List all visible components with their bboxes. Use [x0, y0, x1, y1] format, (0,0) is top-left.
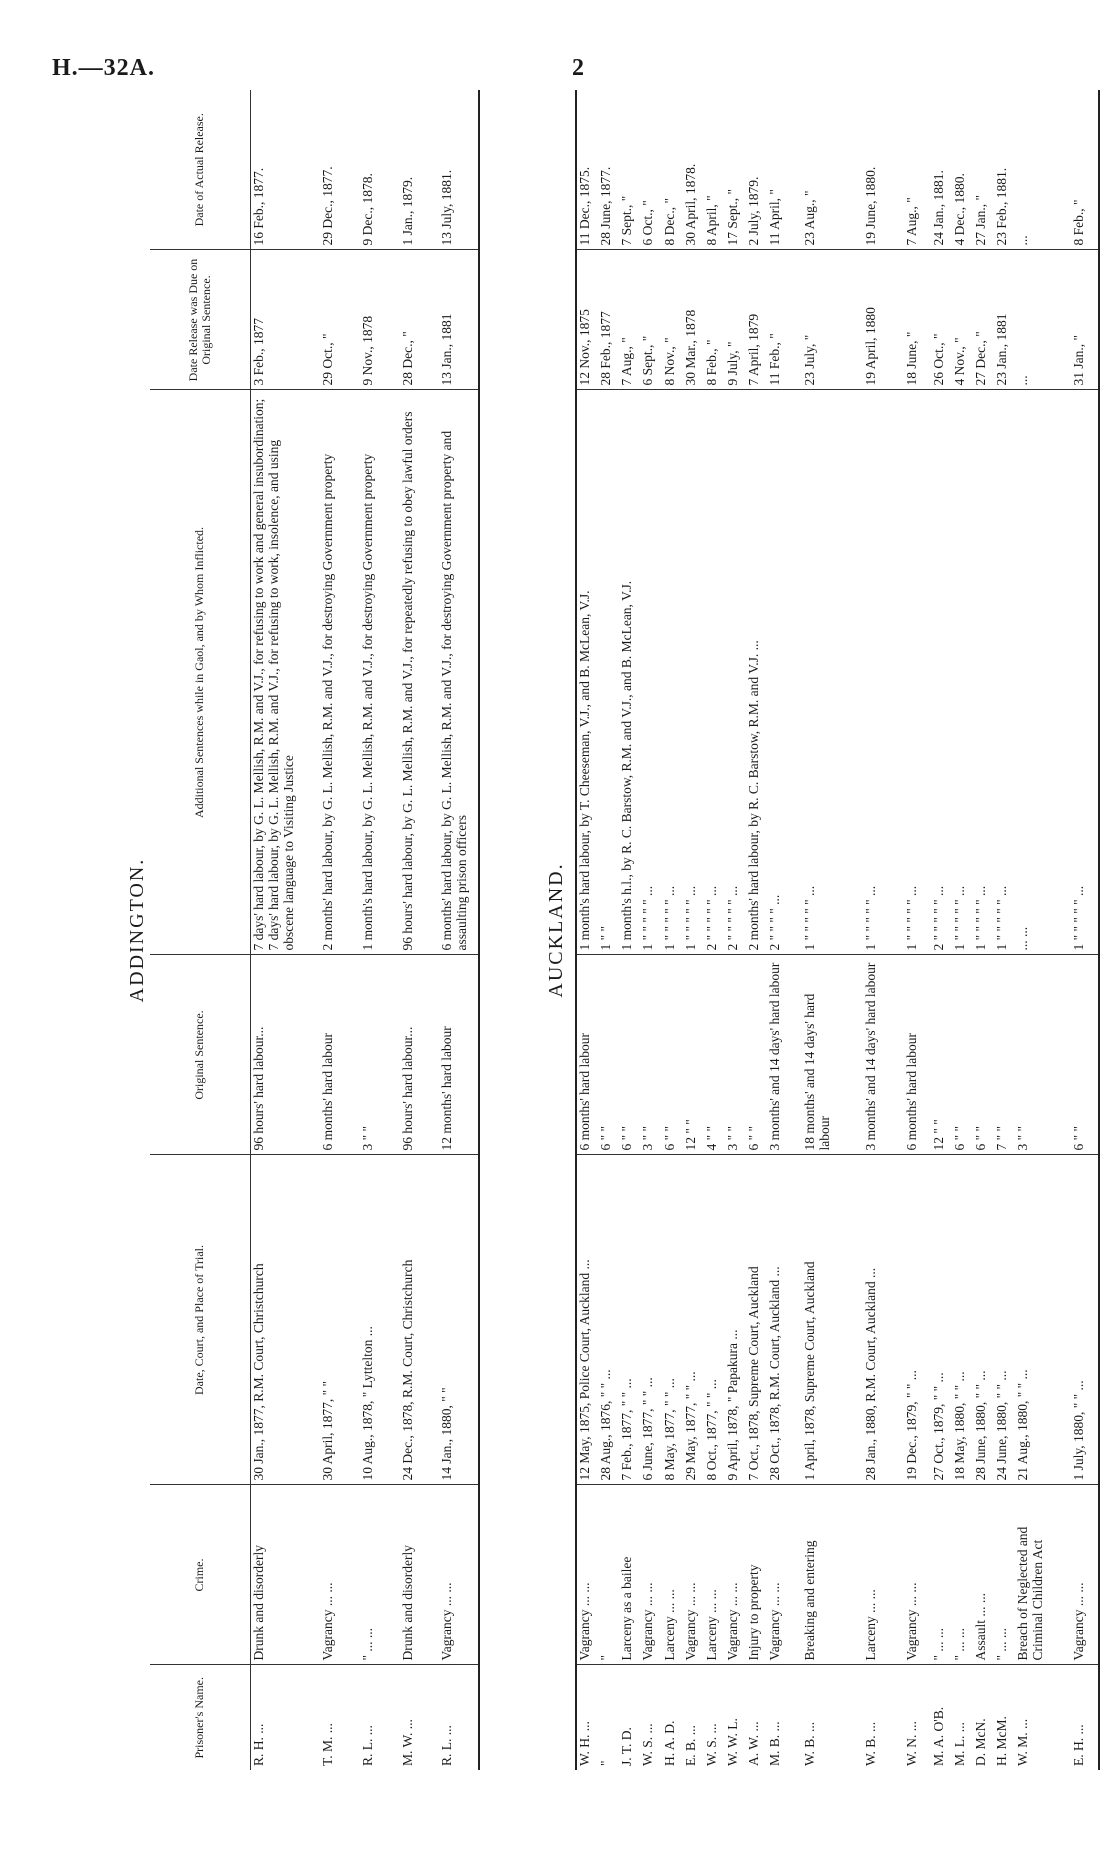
- col-header-additional: Additional Sentences while in Gaol, and by Whom Inflicted.: [150, 390, 250, 955]
- cell-additional: 96 hours' hard labour, by G. L. Mellish, R.M. and V.J., for repeatedly refusing to obey lawful orders: [400, 390, 440, 955]
- cell-crime: Larceny ... ...: [849, 1485, 890, 1665]
- cell-sentence: 3 " ": [640, 955, 661, 1155]
- cell-sentence: 12 months' hard labour: [439, 955, 479, 1155]
- cell-crime: Vagrancy ... ...: [1057, 1485, 1099, 1665]
- cell-due: ...: [1015, 250, 1057, 390]
- cell-due: 23 July, ": [788, 250, 850, 390]
- cell-name: W. B. ...: [801, 1721, 817, 1766]
- cell-trial: 27 Oct., 1879, " " ...: [931, 1155, 952, 1485]
- cell-release: 28 June, 1877.: [598, 90, 619, 250]
- cell-crime: Breach of Neglected and Criminal Children Act: [1015, 1485, 1057, 1665]
- page-reference: H.—32A.: [52, 55, 155, 81]
- cell-due: 8 Nov., ": [662, 250, 683, 390]
- cell-crime: Larceny as a bailee: [619, 1485, 640, 1665]
- cell-additional: 1 " " " " " ...: [973, 390, 994, 955]
- rotated-table-area: [126, 90, 1110, 1770]
- cell-sentence: 6 " ": [619, 955, 640, 1155]
- cell-name: A. W. ...: [745, 1721, 761, 1766]
- cell-release: 16 Feb., 1877.: [250, 90, 320, 250]
- cell-release: 11 Dec., 1875.: [576, 90, 598, 250]
- cell-due: 6 Sept., ": [640, 250, 661, 390]
- cell-due: 23 Jan., 1881: [994, 250, 1015, 390]
- cell-name: M. A. O'B.: [930, 1706, 946, 1766]
- cell-sentence: 6 " ": [952, 955, 973, 1155]
- cell-trial: 9 April, 1878, " Papakura ...: [725, 1155, 746, 1485]
- cell-due: 13 Jan., 1881: [439, 250, 479, 390]
- cell-due: 30 Mar., 1878: [683, 250, 704, 390]
- cell-sentence: 3 months' and 14 days' hard labour: [767, 955, 788, 1155]
- cell-additional: 2 months' hard labour, by G. L. Mellish, R.M. and V.J., for destroying Government property: [320, 390, 360, 955]
- cell-due: 12 Nov., 1875: [576, 250, 598, 390]
- table-row: [1057, 90, 1099, 1770]
- cell-additional: 1 " " " " " ...: [849, 390, 890, 955]
- col-header-sentence: Original Sentence.: [150, 955, 250, 1155]
- cell-crime: Drunk and disorderly: [250, 1485, 320, 1665]
- cell-name: R. H. ...: [250, 1723, 266, 1766]
- cell-release: 8 Feb., ": [1057, 90, 1099, 250]
- cell-trial: 24 Dec., 1878, R.M. Court, Christchurch: [400, 1155, 440, 1485]
- table-row: [767, 90, 788, 1770]
- cell-sentence: 12 " ": [931, 955, 952, 1155]
- cell-sentence: 3 " ": [725, 955, 746, 1155]
- cell-trial: 8 May, 1877, " " ...: [662, 1155, 683, 1485]
- cell-sentence: 4 " ": [704, 955, 725, 1155]
- cell-sentence: 12 " ": [683, 955, 704, 1155]
- table-row: [973, 90, 994, 1770]
- cell-trial: 7 Feb., 1877, " " ...: [619, 1155, 640, 1485]
- cell-name: T. M. ...: [320, 1723, 336, 1766]
- table-row: [640, 90, 661, 1770]
- cell-sentence: 18 months' and 14 days' hard labour: [788, 955, 850, 1155]
- cell-name: D. McN.: [972, 1718, 988, 1766]
- cell-crime: Assault ... ...: [973, 1485, 994, 1665]
- cell-trial: 6 June, 1877, " " ...: [640, 1155, 661, 1485]
- cell-additional: 1 " " " " " ...: [640, 390, 661, 955]
- cell-crime: Vagrancy ... ...: [640, 1485, 661, 1665]
- cell-release: 7 Sept., ": [619, 90, 640, 250]
- cell-sentence: 6 " ": [662, 955, 683, 1155]
- cell-sentence: 3 months' and 14 days' hard labour: [849, 955, 890, 1155]
- section-title-auckland: AUCKLAND.: [545, 862, 567, 998]
- cell-release: 9 Dec., 1878.: [360, 90, 400, 250]
- cell-trial: 1 July, 1880, " " ...: [1057, 1155, 1099, 1485]
- cell-due: 31 Jan., ": [1057, 250, 1099, 390]
- cell-additional: 1 " " " " " ...: [952, 390, 973, 955]
- cell-additional: 1 " ": [598, 390, 619, 955]
- cell-name: E. H. ...: [1070, 1724, 1086, 1766]
- cell-name: H. A. D.: [661, 1720, 677, 1766]
- cell-sentence: 6 months' hard labour: [320, 955, 360, 1155]
- cell-trial: 18 May, 1880, " " ...: [952, 1155, 973, 1485]
- cell-release: 27 Jan., ": [973, 90, 994, 250]
- cell-name: H. McM.: [993, 1716, 1009, 1766]
- cell-release: 30 April, 1878.: [683, 90, 704, 250]
- cell-due: 26 Oct., ": [931, 250, 952, 390]
- table-row: [683, 90, 704, 1770]
- cell-release: 23 Feb., 1881.: [994, 90, 1015, 250]
- cell-trial: 8 Oct., 1877, " " ...: [704, 1155, 725, 1485]
- cell-trial: 30 Jan., 1877, R.M. Court, Christchurch: [250, 1155, 320, 1485]
- cell-name: M. L. ...: [951, 1722, 967, 1766]
- cell-sentence: 3 " ": [360, 955, 400, 1155]
- cell-crime: Drunk and disorderly: [400, 1485, 440, 1665]
- cell-name: W. N. ...: [904, 1721, 920, 1766]
- cell-crime: Injury to property: [746, 1485, 767, 1665]
- cell-trial: 12 May, 1875, Police Court, Auckland ...: [576, 1155, 598, 1485]
- table-row: [788, 90, 850, 1770]
- cell-additional: 2 months' hard labour, by R. C. Barstow, R.M. and V.J. ...: [746, 390, 767, 955]
- table-row: [890, 90, 931, 1770]
- cell-additional: 1 " " " " " ...: [994, 390, 1015, 955]
- cell-release: 8 April, ": [704, 90, 725, 250]
- table-row: [662, 90, 683, 1770]
- cell-name: R. L. ...: [360, 1725, 376, 1766]
- cell-name: W. H. ...: [577, 1721, 592, 1766]
- cell-due: 4 Nov., ": [952, 250, 973, 390]
- cell-sentence: 6 " ": [598, 955, 619, 1155]
- cell-trial: 21 Aug., 1880, " " ...: [1015, 1155, 1057, 1485]
- cell-name: W. M. ...: [1014, 1718, 1030, 1766]
- cell-release: 29 Dec., 1877.: [320, 90, 360, 250]
- cell-crime: Larceny ... ...: [662, 1485, 683, 1665]
- cell-additional: 1 month's h.l., by R. C. Barstow, R.M. and V.J., and B. McLean, V.J.: [619, 390, 640, 955]
- cell-trial: 1 April, 1878, Supreme Court, Auckland: [788, 1155, 850, 1485]
- cell-additional: 6 months' hard labour, by G. L. Mellish, R.M. and V.J., for destroying Government property and assaulting prison officers: [439, 390, 479, 955]
- cell-crime: ": [598, 1485, 619, 1665]
- cell-sentence: 6 " ": [746, 955, 767, 1155]
- cell-trial: 28 June, 1880, " " ...: [973, 1155, 994, 1485]
- cell-additional: 1 month's hard labour, by G. L. Mellish, R.M. and V.J., for destroying Government property: [360, 390, 400, 955]
- table-row: [746, 90, 767, 1770]
- cell-crime: Vagrancy ... ...: [576, 1485, 598, 1665]
- cell-due: 18 June, ": [890, 250, 931, 390]
- cell-crime: Vagrancy ... ...: [890, 1485, 931, 1665]
- cell-trial: 28 Jan., 1880, R.M. Court, Auckland ...: [849, 1155, 890, 1485]
- cell-sentence: 6 months' hard labour: [890, 955, 931, 1155]
- table-row: [704, 90, 725, 1770]
- cell-release: 2 July, 1879.: [746, 90, 767, 250]
- cell-trial: 10 Aug., 1878, " Lyttelton ...: [360, 1155, 400, 1485]
- cell-trial: 28 Aug., 1876, " " ...: [598, 1155, 619, 1485]
- cell-release: 17 Sept., ": [725, 90, 746, 250]
- page-number: 2: [572, 55, 584, 81]
- cell-release: 24 Jan., 1881.: [931, 90, 952, 250]
- cell-name: W. B. ...: [863, 1721, 879, 1766]
- cell-additional: 2 " " " " " ...: [725, 390, 746, 955]
- table-row: [994, 90, 1015, 1770]
- cell-release: 8 Dec., ": [662, 90, 683, 250]
- cell-trial: 29 May, 1877, " " ...: [683, 1155, 704, 1485]
- cell-sentence: 3 " ": [1015, 955, 1057, 1155]
- cell-release: 19 June, 1880.: [849, 90, 890, 250]
- cell-due: 28 Dec., ": [400, 250, 440, 390]
- cell-crime: " ... ...: [360, 1485, 400, 1665]
- table-row: [250, 90, 320, 1770]
- col-header-trial: Date, Court, and Place of Trial.: [150, 1155, 250, 1485]
- cell-crime: Vagrancy ... ...: [767, 1485, 788, 1665]
- cell-additional: ... ...: [1015, 390, 1057, 955]
- cell-crime: Vagrancy ... ...: [683, 1485, 704, 1665]
- table-row: [725, 90, 746, 1770]
- cell-additional: 2 " " " " ...: [767, 390, 788, 955]
- cell-due: 8 Feb., ": [704, 250, 725, 390]
- col-header-due: Date Release was Due on Original Sentence.: [150, 250, 250, 390]
- cell-crime: " ... ...: [994, 1485, 1015, 1665]
- cell-due: 27 Dec., ": [973, 250, 994, 390]
- table-row: [576, 90, 598, 1770]
- cell-sentence: 7 " ": [994, 955, 1015, 1155]
- table-row: [439, 90, 479, 1770]
- cell-sentence: 6 months' hard labour: [576, 955, 598, 1155]
- cell-name: E. B. ...: [682, 1725, 698, 1766]
- cell-release: 4 Dec., 1880.: [952, 90, 973, 250]
- cell-due: 7 Aug., ": [619, 250, 640, 390]
- cell-release: 11 April, ": [767, 90, 788, 250]
- table-row: [360, 90, 400, 1770]
- col-header-crime: Crime.: [150, 1485, 250, 1665]
- cell-due: 29 Oct., ": [320, 250, 360, 390]
- cell-release: 13 July, 1881.: [439, 90, 479, 250]
- col-header-name: Prisoner's Name.: [150, 1665, 250, 1770]
- table-row: [1015, 90, 1057, 1770]
- auckland-table: [575, 90, 1100, 1770]
- cell-name: ": [598, 1760, 614, 1766]
- cell-crime: " ... ...: [931, 1485, 952, 1665]
- section-title-addington: ADDINGTON.: [126, 857, 148, 1003]
- cell-trial: 28 Oct., 1878, R.M. Court, Auckland ...: [767, 1155, 788, 1485]
- cell-sentence: 6 " ": [973, 955, 994, 1155]
- cell-additional: 1 month's hard labour, by T. Cheeseman, V.J., and B. McLean, V.J.: [576, 390, 598, 955]
- cell-trial: 14 Jan., 1880, " ": [439, 1155, 479, 1485]
- cell-release: 6 Oct., ": [640, 90, 661, 250]
- cell-due: 7 April, 1879: [746, 250, 767, 390]
- cell-crime: Vagrancy ... ...: [439, 1485, 479, 1665]
- cell-due: 9 July, ": [725, 250, 746, 390]
- cell-trial: 19 Dec., 1879, " " ...: [890, 1155, 931, 1485]
- cell-additional: 2 " " " " " ...: [931, 390, 952, 955]
- cell-additional: 1 " " " " " ...: [1057, 390, 1099, 955]
- table-row: [619, 90, 640, 1770]
- table-row: [598, 90, 619, 1770]
- cell-name: J. T. D.: [619, 1727, 635, 1766]
- cell-sentence: 6 " ": [1057, 955, 1099, 1155]
- cell-release: 1 Jan., 1879.: [400, 90, 440, 250]
- table-row: [931, 90, 952, 1770]
- cell-due: 28 Feb., 1877: [598, 250, 619, 390]
- cell-due: 11 Feb., ": [767, 250, 788, 390]
- table-row: [952, 90, 973, 1770]
- cell-trial: 24 June, 1880, " " ...: [994, 1155, 1015, 1485]
- cell-crime: " ... ...: [952, 1485, 973, 1665]
- cell-additional: 1 " " " " " ...: [788, 390, 850, 955]
- cell-additional: 7 days' hard labour, by G. L. Mellish, R.M. and V.J., for refusing to work and general insubordination; 7 days' hard labour, by G. L. Mellish, R.M. and V.J., for refusing to work, insolence, and using obscene language to Visiting Justice: [250, 390, 320, 955]
- cell-crime: Larceny ... ...: [704, 1485, 725, 1665]
- cell-name: W. W. L.: [724, 1718, 740, 1766]
- cell-release: ...: [1015, 90, 1057, 250]
- cell-release: 7 Aug., ": [890, 90, 931, 250]
- table-header-row: [150, 90, 250, 1770]
- cell-release: 23 Aug., ": [788, 90, 850, 250]
- cell-name: M. W. ...: [399, 1719, 415, 1766]
- cell-crime: Vagrancy ... ...: [725, 1485, 746, 1665]
- cell-due: 19 April, 1880: [849, 250, 890, 390]
- addington-table: [150, 90, 480, 1770]
- cell-trial: 7 Oct., 1878, Supreme Court, Auckland: [746, 1155, 767, 1485]
- cell-crime: Vagrancy ... ...: [320, 1485, 360, 1665]
- cell-name: W. S. ...: [703, 1723, 719, 1766]
- cell-name: R. L. ...: [439, 1725, 455, 1766]
- cell-additional: 2 " " " " " ...: [704, 390, 725, 955]
- table-row: [320, 90, 360, 1770]
- cell-additional: 1 " " " " " ...: [662, 390, 683, 955]
- cell-due: 3 Feb., 1877: [250, 250, 320, 390]
- cell-trial: 30 April, 1877, " ": [320, 1155, 360, 1485]
- table-row: [400, 90, 440, 1770]
- cell-name: W. S. ...: [640, 1723, 656, 1766]
- cell-sentence: 96 hours' hard labour...: [400, 955, 440, 1155]
- cell-name: M. B. ...: [766, 1721, 782, 1766]
- table-row: [849, 90, 890, 1770]
- cell-sentence: 96 hours' hard labour...: [250, 955, 320, 1155]
- col-header-release: Date of Actual Release.: [150, 90, 250, 250]
- cell-crime: Breaking and entering: [788, 1485, 850, 1665]
- cell-due: 9 Nov., 1878: [360, 250, 400, 390]
- cell-additional: 1 " " " " " ...: [683, 390, 704, 955]
- cell-additional: 1 " " " " " ...: [890, 390, 931, 955]
